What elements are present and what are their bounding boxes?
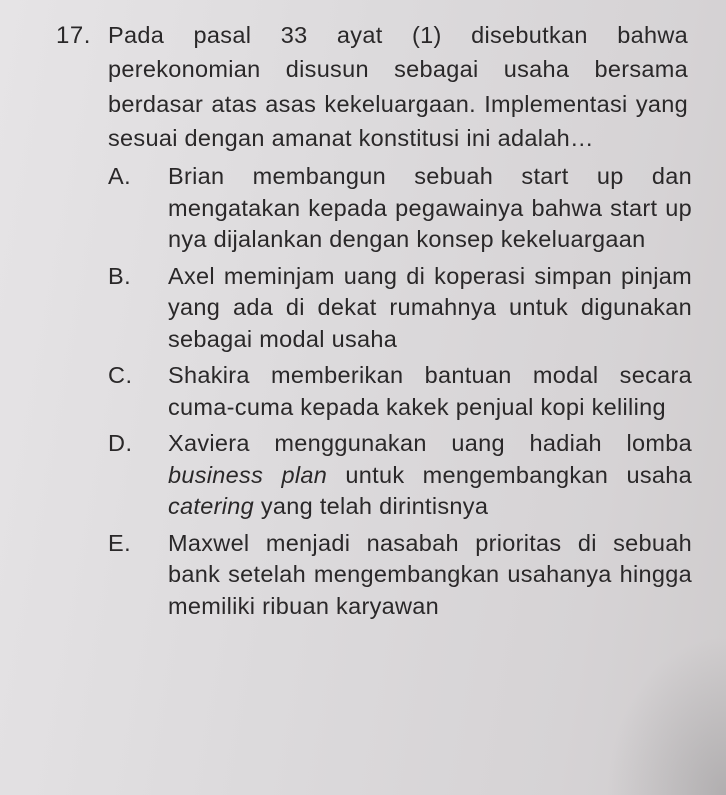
option-letter: A. [108,163,132,190]
option-text-italic: catering [168,493,255,520]
question-number: 17. [56,22,91,49]
option-a[interactable] [108,161,700,256]
option-letter: E. [108,529,132,556]
answer-options [108,161,700,622]
option-text-part: yang telah dirintisnya [254,493,489,520]
option-letter: D. [108,430,133,457]
option-text-part: untuk mengembangkan usaha [327,461,692,488]
option-text [168,428,692,523]
option-text-italic: business plan [168,461,328,488]
option-d[interactable] [108,428,700,523]
question-text: Pada pasal 33 ayat (1) disebutkan bahwa perekonomian disusun sebagai usaha bersama berdasar atas asas kekeluargaan. Implementasi yang sesuai dengan amanat konstitusi ini adalah… [108,22,688,151]
option-text-part: Xaviera menggunakan uang hadiah lomba [168,430,692,457]
option-text: Shakira memberikan bantuan modal secara cuma-cuma kepada kakek penjual kopi keliling [168,362,692,420]
option-letter: B. [108,262,132,289]
question-block [56,18,706,627]
option-text: Maxwel menjadi nasabah prioritas di sebuah bank setelah mengembangkan usahanya hingga memiliki ribuan karyawan [168,529,692,619]
question-stem [56,18,706,155]
option-e[interactable] [108,528,700,623]
option-c[interactable] [108,360,700,423]
option-text: Brian membangun sebuah start up dan mengatakan kepada pegawainya bahwa start up nya dijalankan dengan konsep kekeluargaan [168,163,692,253]
page-shadow [606,635,726,795]
option-b[interactable] [108,261,700,356]
option-text: Axel meminjam uang di koperasi simpan pinjam yang ada di dekat rumahnya untuk digunakan sebagai modal usaha [168,262,692,352]
option-letter: C. [108,362,133,389]
